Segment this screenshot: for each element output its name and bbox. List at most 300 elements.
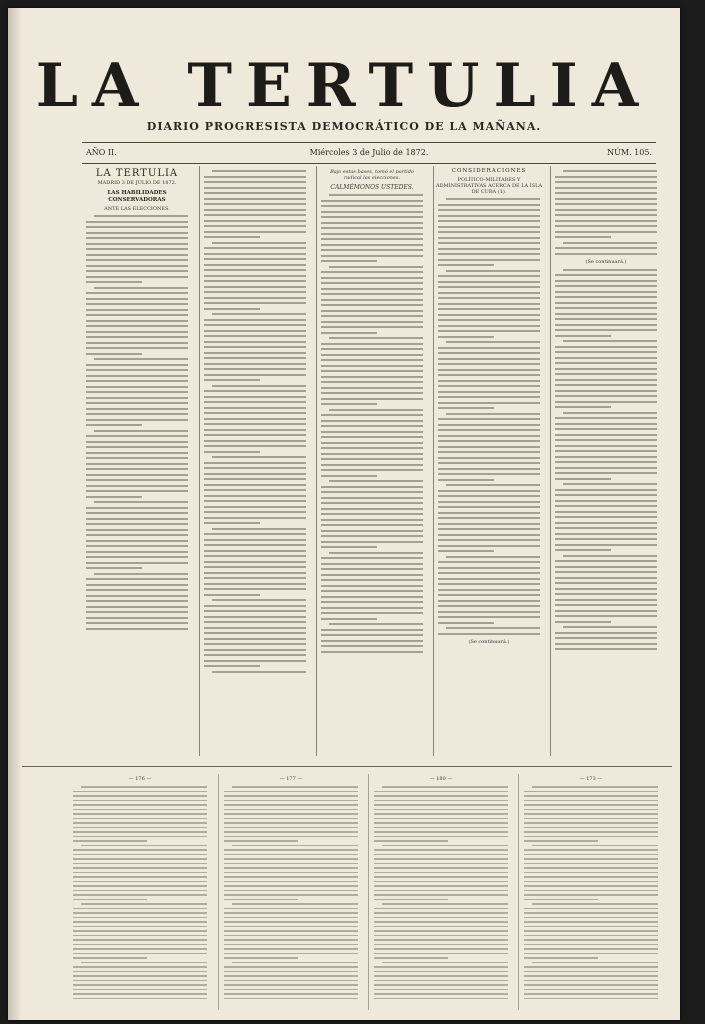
text-line xyxy=(374,917,508,919)
text-line xyxy=(555,280,657,282)
text-line xyxy=(204,368,306,370)
text-line xyxy=(81,962,207,964)
text-line xyxy=(374,953,508,955)
text-line xyxy=(321,315,423,317)
text-line xyxy=(204,533,306,535)
text-line xyxy=(321,618,377,620)
text-line xyxy=(321,519,423,521)
text-line xyxy=(374,890,508,892)
text-line xyxy=(524,939,658,941)
text-line xyxy=(224,876,358,878)
text-line xyxy=(86,276,188,278)
text-line xyxy=(555,599,657,601)
text-line xyxy=(438,204,540,206)
text-line xyxy=(224,840,298,842)
text-line xyxy=(524,854,658,856)
text-line xyxy=(555,434,657,436)
text-line xyxy=(204,572,306,574)
text-line xyxy=(329,480,423,482)
text-line xyxy=(321,436,423,438)
text-line xyxy=(321,299,423,301)
text-line xyxy=(86,237,188,239)
text-line xyxy=(321,348,423,350)
issue-info-bar xyxy=(82,142,656,164)
text-line xyxy=(563,242,657,244)
text-line xyxy=(204,462,306,464)
text-line xyxy=(524,917,658,919)
text-line xyxy=(321,260,377,262)
text-line xyxy=(86,540,188,542)
text-line xyxy=(438,231,540,233)
text-line xyxy=(321,458,423,460)
text-line xyxy=(73,957,147,959)
text-line xyxy=(204,225,306,227)
column-3-subhead: CALMÉMONOS USTEDES. xyxy=(330,184,414,191)
text-line xyxy=(321,491,423,493)
text-line xyxy=(438,523,540,525)
text-line xyxy=(555,527,657,529)
text-line xyxy=(321,568,423,570)
text-line xyxy=(555,198,657,200)
text-line xyxy=(438,264,494,266)
text-line xyxy=(321,354,423,356)
text-line xyxy=(73,939,207,941)
text-line xyxy=(321,211,423,213)
text-line xyxy=(73,827,207,829)
text-line xyxy=(86,578,188,580)
text-line xyxy=(555,313,657,315)
text-line xyxy=(555,214,657,216)
text-line xyxy=(374,831,508,833)
text-line xyxy=(204,269,306,271)
text-line xyxy=(382,845,508,847)
text-line xyxy=(204,561,306,563)
text-line xyxy=(86,452,188,454)
text-line xyxy=(438,220,540,222)
text-line xyxy=(555,522,657,524)
column-5-body xyxy=(555,269,657,651)
text-line xyxy=(321,293,423,295)
text-line xyxy=(438,308,540,310)
text-line xyxy=(86,512,188,514)
text-line xyxy=(374,944,508,946)
text-line xyxy=(204,665,260,667)
text-line xyxy=(204,451,260,453)
text-line xyxy=(438,303,540,305)
text-line xyxy=(555,296,657,298)
text-line xyxy=(321,321,423,323)
text-line xyxy=(321,508,423,510)
text-line xyxy=(321,403,377,405)
text-line xyxy=(438,605,540,607)
text-line xyxy=(204,275,306,277)
text-line xyxy=(86,265,188,267)
text-line xyxy=(204,319,306,321)
text-line xyxy=(86,622,188,624)
text-line xyxy=(438,539,540,541)
text-line xyxy=(86,303,188,305)
text-line xyxy=(86,353,142,355)
text-line xyxy=(73,899,147,901)
text-line xyxy=(86,485,188,487)
column-3-intro: Bajo estas bases, tomó el partido radical las elecciones. xyxy=(330,169,414,181)
text-line xyxy=(73,935,207,937)
text-line xyxy=(555,373,657,375)
text-line xyxy=(555,621,611,623)
text-line xyxy=(204,258,306,260)
text-line xyxy=(224,984,358,986)
text-line xyxy=(524,849,658,851)
text-line xyxy=(86,523,188,525)
text-line xyxy=(524,885,658,887)
text-line xyxy=(374,984,508,986)
issue-year: AÑO II. xyxy=(86,148,117,157)
text-line xyxy=(321,343,423,345)
text-line xyxy=(204,401,306,403)
text-line xyxy=(204,473,306,475)
text-line xyxy=(524,858,658,860)
text-line xyxy=(438,374,540,376)
text-line xyxy=(321,414,423,416)
text-line xyxy=(86,567,142,569)
text-line xyxy=(321,502,423,504)
text-line xyxy=(374,804,508,806)
text-line xyxy=(204,286,306,288)
text-line xyxy=(86,243,188,245)
text-line xyxy=(86,314,188,316)
text-line xyxy=(86,435,188,437)
text-line xyxy=(382,903,508,905)
text-line xyxy=(532,962,658,964)
column-3-body xyxy=(321,194,423,653)
text-line xyxy=(321,557,423,559)
text-line xyxy=(438,407,494,409)
text-line xyxy=(532,903,658,905)
text-line xyxy=(224,849,358,851)
issue-date: Miércoles 3 de Julio de 1872. xyxy=(309,148,429,157)
text-line xyxy=(73,867,207,869)
folletin-page-1-number: — 176 — xyxy=(128,776,152,782)
text-line xyxy=(438,578,540,580)
text-line xyxy=(224,993,358,995)
text-line xyxy=(321,387,423,389)
text-line xyxy=(86,419,188,421)
text-line xyxy=(438,545,540,547)
text-line xyxy=(555,176,657,178)
text-line xyxy=(86,556,188,558)
text-line xyxy=(438,506,540,508)
text-line xyxy=(321,222,423,224)
text-line xyxy=(321,332,377,334)
text-line xyxy=(204,335,306,337)
text-line xyxy=(555,439,657,441)
text-line xyxy=(212,528,306,530)
text-line xyxy=(86,490,188,492)
text-line xyxy=(524,822,658,824)
text-line xyxy=(438,226,540,228)
column-5-note: (Se continuará.) xyxy=(585,258,627,265)
text-line xyxy=(438,325,540,327)
text-line xyxy=(73,894,207,896)
text-line xyxy=(86,463,188,465)
text-line xyxy=(224,948,358,950)
text-line xyxy=(524,935,658,937)
folletin-page-4 xyxy=(518,774,663,1010)
text-line xyxy=(73,881,207,883)
text-line xyxy=(555,428,657,430)
text-line xyxy=(204,412,306,414)
text-line xyxy=(321,398,423,400)
text-line xyxy=(86,617,188,619)
text-line xyxy=(374,840,448,842)
text-line xyxy=(438,468,540,470)
text-line xyxy=(321,629,423,631)
text-line xyxy=(321,370,423,372)
text-line xyxy=(204,467,306,469)
text-line xyxy=(86,380,188,382)
text-line xyxy=(524,867,658,869)
text-line xyxy=(232,962,358,964)
text-line xyxy=(204,363,306,365)
text-line xyxy=(204,396,306,398)
text-line xyxy=(204,517,306,519)
text-line xyxy=(224,858,358,860)
text-line xyxy=(224,935,358,937)
text-line xyxy=(555,401,657,403)
text-line xyxy=(438,215,540,217)
text-line xyxy=(204,566,306,568)
text-line xyxy=(224,872,358,874)
text-line xyxy=(204,643,306,645)
text-line xyxy=(374,791,508,793)
text-line xyxy=(555,648,657,650)
text-line xyxy=(86,446,188,448)
text-line xyxy=(321,282,423,284)
column-1-body xyxy=(86,215,188,630)
text-line xyxy=(73,813,207,815)
text-line xyxy=(555,247,657,249)
text-line xyxy=(204,176,306,178)
text-line xyxy=(374,867,508,869)
text-line xyxy=(73,984,207,986)
text-line xyxy=(73,930,207,932)
text-line xyxy=(555,307,657,309)
text-line xyxy=(86,298,188,300)
text-line xyxy=(555,225,657,227)
text-line xyxy=(224,966,358,968)
text-line xyxy=(321,585,423,587)
text-line xyxy=(555,505,657,507)
text-line xyxy=(204,280,306,282)
text-line xyxy=(86,507,188,509)
text-line xyxy=(438,418,540,420)
text-line xyxy=(204,264,306,266)
text-line xyxy=(321,530,423,532)
text-line xyxy=(321,365,423,367)
text-line xyxy=(374,827,508,829)
text-line xyxy=(224,813,358,815)
text-line xyxy=(555,593,657,595)
text-line xyxy=(329,337,423,339)
text-line xyxy=(86,254,188,256)
text-line xyxy=(204,324,306,326)
text-line xyxy=(224,899,298,901)
text-line xyxy=(321,634,423,636)
text-line xyxy=(438,622,494,624)
text-line xyxy=(204,544,306,546)
text-line xyxy=(321,574,423,576)
text-line xyxy=(374,989,508,991)
text-line xyxy=(524,975,658,977)
text-line xyxy=(73,908,207,910)
text-line xyxy=(438,616,540,618)
text-line xyxy=(321,227,423,229)
text-line xyxy=(73,795,207,797)
text-line xyxy=(224,953,358,955)
text-line xyxy=(86,375,188,377)
folletin-page-4-number: — 173 — xyxy=(579,776,603,782)
text-line xyxy=(321,590,423,592)
text-line xyxy=(204,649,306,651)
text-line xyxy=(321,535,423,537)
text-line xyxy=(86,628,188,630)
text-line xyxy=(204,632,306,634)
text-line xyxy=(438,528,540,530)
text-line xyxy=(321,607,423,609)
text-line xyxy=(204,187,306,189)
text-line xyxy=(374,966,508,968)
text-line xyxy=(86,611,188,613)
text-line xyxy=(555,187,657,189)
text-line xyxy=(86,281,142,283)
text-line xyxy=(374,894,508,896)
text-line xyxy=(563,340,657,342)
folletin-page-2-body xyxy=(224,786,358,999)
text-line xyxy=(555,417,657,419)
text-line xyxy=(321,326,423,328)
text-line xyxy=(232,903,358,905)
text-line xyxy=(73,849,207,851)
text-line xyxy=(204,346,306,348)
text-line xyxy=(73,980,207,982)
text-line xyxy=(86,226,188,228)
text-line xyxy=(86,325,188,327)
text-line xyxy=(86,369,188,371)
text-line xyxy=(438,380,540,382)
text-line xyxy=(86,534,188,536)
text-line xyxy=(446,413,540,415)
text-line xyxy=(438,396,540,398)
text-line xyxy=(532,786,658,788)
column-1-subline: ANTE LAS ELECCIONES. xyxy=(104,206,170,212)
text-line xyxy=(524,800,658,802)
text-line xyxy=(73,989,207,991)
text-line xyxy=(86,468,188,470)
text-line xyxy=(73,944,207,946)
column-1-title: LA TERTULIA xyxy=(95,168,179,179)
column-4-subline: POLÍTICO-MILITARES Y ADMINISTRATIVAS ACERCA DE LA ISLA DE CUBA (1). xyxy=(435,177,543,195)
text-line xyxy=(374,971,508,973)
text-line xyxy=(524,912,658,914)
text-line xyxy=(86,595,188,597)
text-line xyxy=(204,357,306,359)
text-line xyxy=(446,627,540,629)
text-line xyxy=(555,291,657,293)
text-line xyxy=(321,464,423,466)
text-line xyxy=(438,495,540,497)
text-line xyxy=(73,836,207,838)
text-line xyxy=(438,561,540,563)
text-line xyxy=(224,930,358,932)
text-line xyxy=(438,391,540,393)
text-line xyxy=(321,453,423,455)
text-line xyxy=(524,930,658,932)
text-line xyxy=(374,948,508,950)
folletin-page-3-number: — 180 — xyxy=(429,776,453,782)
text-line xyxy=(438,572,540,574)
text-line xyxy=(204,506,306,508)
text-line xyxy=(555,253,657,255)
text-line xyxy=(224,791,358,793)
text-line xyxy=(555,571,657,573)
text-line xyxy=(438,385,540,387)
column-1-headline: LAS HABILIDADES CONSERVADORAS xyxy=(107,190,167,203)
text-line xyxy=(446,484,540,486)
text-line xyxy=(555,582,657,584)
text-line xyxy=(204,203,306,205)
text-line xyxy=(524,894,658,896)
text-line xyxy=(374,939,508,941)
text-line xyxy=(524,872,658,874)
text-line xyxy=(204,660,306,662)
text-line xyxy=(321,277,423,279)
text-line xyxy=(374,858,508,860)
text-line xyxy=(224,881,358,883)
text-line xyxy=(374,849,508,851)
text-line xyxy=(73,890,207,892)
text-line xyxy=(374,957,448,959)
text-line xyxy=(321,596,423,598)
text-line xyxy=(524,791,658,793)
text-line xyxy=(86,424,142,426)
text-line xyxy=(438,297,540,299)
text-line xyxy=(321,200,423,202)
text-line xyxy=(224,957,298,959)
text-line xyxy=(524,813,658,815)
text-line xyxy=(321,244,423,246)
text-line xyxy=(204,511,306,513)
text-line xyxy=(438,209,540,211)
text-line xyxy=(81,903,207,905)
text-line xyxy=(555,566,657,568)
text-line xyxy=(555,346,657,348)
text-line xyxy=(446,556,540,558)
text-line xyxy=(204,192,306,194)
text-line xyxy=(438,248,540,250)
text-line xyxy=(438,369,540,371)
text-line xyxy=(374,975,508,977)
text-line xyxy=(73,791,207,793)
text-line xyxy=(563,269,657,271)
text-line xyxy=(438,253,540,255)
column-1 xyxy=(82,166,192,756)
text-line xyxy=(204,341,306,343)
text-line xyxy=(321,420,423,422)
text-line xyxy=(321,486,423,488)
text-line xyxy=(321,392,423,394)
text-line xyxy=(438,330,540,332)
text-line xyxy=(224,908,358,910)
